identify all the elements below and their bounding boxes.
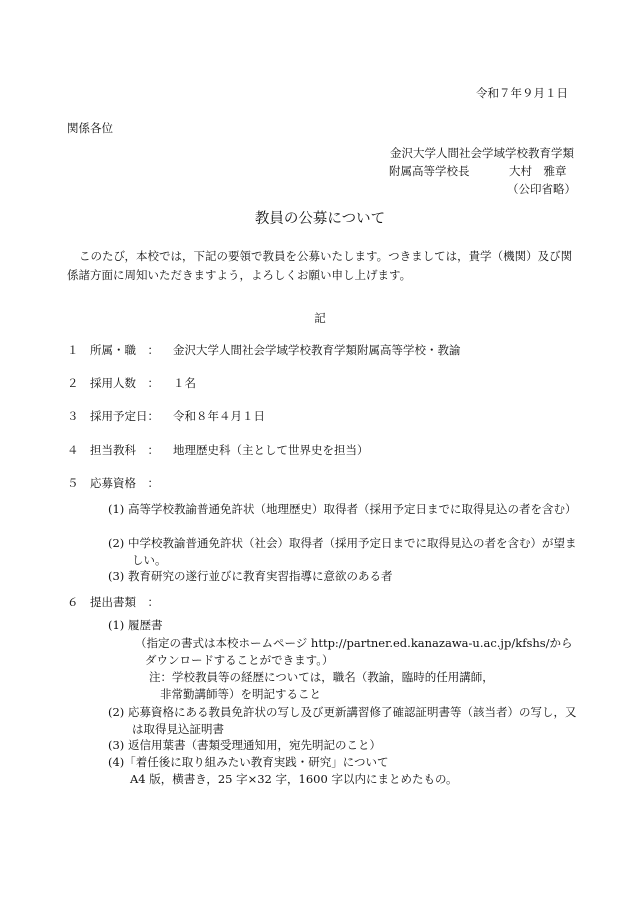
document-title: 教員の公募について <box>254 211 386 227</box>
document-2: (2) 応募資格にある教員免許状の写し及び更新講習修了確認証明書等（該当者）の写し，又は取得見込証明書 <box>108 705 577 736</box>
item-number: ６ <box>67 595 79 609</box>
item-number: １ <box>67 343 79 357</box>
item-value: 令和８年４月１日 <box>173 409 265 423</box>
document-4-format-note: A4 版，横書き，25 字×32 字，1600 字以内にまとめたもの。 <box>130 772 458 786</box>
issuer-title-line <box>389 164 567 180</box>
item-number: ５ <box>67 476 79 490</box>
item-label: 提出書類 ： <box>90 595 159 609</box>
qualification-3: (3) 教育研究の遂行並びに教育実習指導に意欲のある者 <box>108 569 393 583</box>
item-number: ３ <box>67 409 79 423</box>
recipient: 関係各位 <box>67 121 113 135</box>
seal-omitted-note: （公印省略） <box>507 182 576 196</box>
item-label: 応募資格 ： <box>90 476 159 490</box>
ki-heading: 記 <box>314 311 326 325</box>
document-1-career-note: 注：学校教員等の経歴については，職名（教諭，臨時的任用講師， <box>149 670 494 684</box>
document-1-download-note: ダウンロードすることができます。） <box>145 653 334 667</box>
issuer-organization: 金沢大学人間社会学域学校教育学類 <box>390 146 574 160</box>
item-number: ２ <box>67 376 79 390</box>
item-value: 金沢大学人間社会学域学校教育学類附属高等学校・教諭 <box>173 343 461 357</box>
item-label: 採用予定日： <box>90 409 159 423</box>
document-1: (1) 履歴書 <box>108 618 163 632</box>
item-label: 採用人数 ： <box>90 376 159 390</box>
item-label: 所属・職 ： <box>90 343 159 357</box>
item-value: 地理歴史科（主として世界史を担当） <box>173 443 369 457</box>
document-date: 令和７年９月１日 <box>476 86 568 100</box>
document-1-format-note: （指定の書式は本校ホームページ http://partner.ed.kanazawa-u.ac.jp/kfshs/から <box>135 636 573 650</box>
issuer-name: 大村 雅章 <box>509 164 567 178</box>
issuer-title: 附属高等学校長 <box>389 164 470 178</box>
document-3: (3) 返信用葉書（書類受理通知用，宛先明記のこと） <box>108 738 381 752</box>
item-number: ４ <box>67 443 79 457</box>
qualification-1: (1) 高等学校教諭普通免許状（地理歴史）取得者（採用予定日までに取得見込の者を含む） <box>108 502 577 516</box>
qualification-2: (2) 中学校教諭普通免許状（社会）取得者（採用予定日までに取得見込の者を含む）が望ましい。 <box>108 536 577 567</box>
item-value: １名 <box>173 376 196 390</box>
item-label: 担当教科 ： <box>90 443 159 457</box>
document-4: (4)「着任後に取り組みたい教育実践・研究」について <box>108 755 389 769</box>
document-1-career-note-cont: 非常勤講師等）を明記すること <box>160 687 321 701</box>
intro-paragraph: このたび，本校では，下記の要領で教員を公募いたします。つきましては，貴学（機関）及び関係諸方面に周知いただきますよう，よろしくお願い申し上げます。 <box>67 249 573 282</box>
